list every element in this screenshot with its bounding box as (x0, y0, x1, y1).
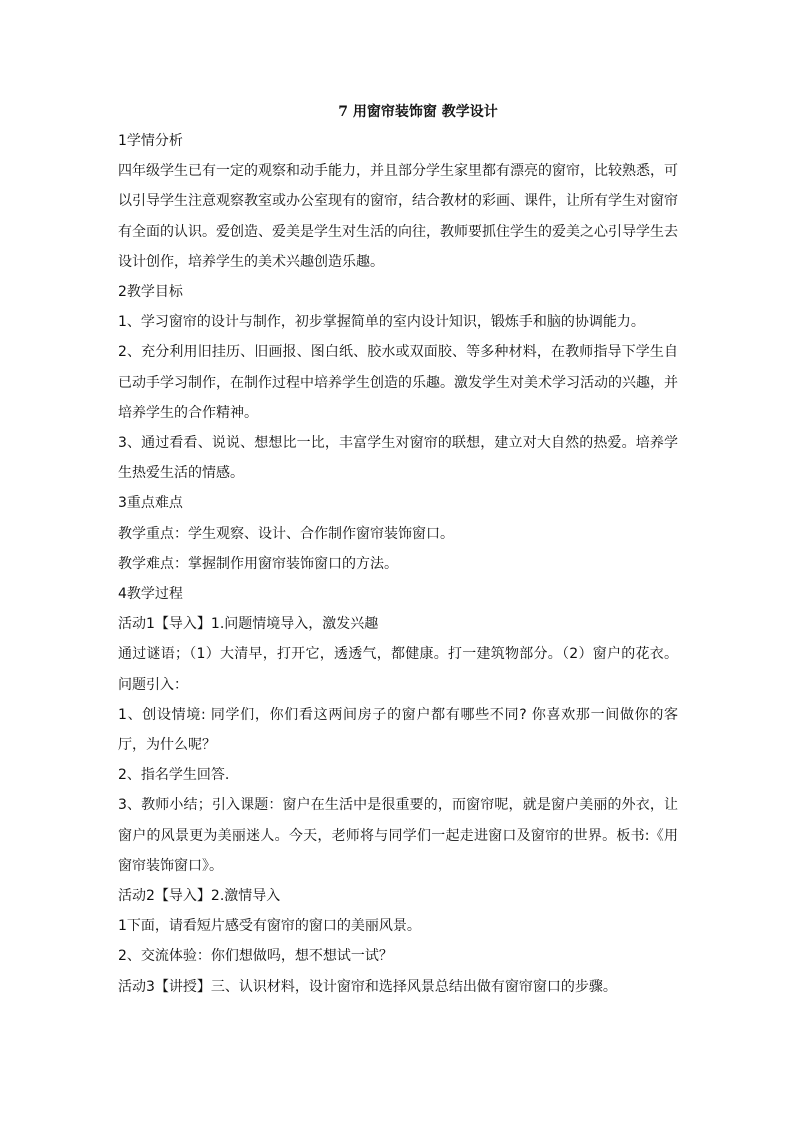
goal-item-3: 3、通过看看、说说、想想比一比，丰富学生对窗帘的联想，建立对大自然的热爱。培养学生热爱生活的情感。 (118, 435, 678, 482)
paragraph-analysis: 四年级学生已有一定的观察和动手能力，并且部分学生家里都有漂亮的窗帘，比较熟悉，可以引导学生注意观察教室或办公室现有的窗帘，结合教材的彩画、课件，让所有学生对窗帘有全面的认识。爱创造、爱美是学生对生活的向往，教师要抓住学生的爱美之心引导学生去设计创作，培养学生的美术兴趣创造乐趣。 (118, 163, 678, 270)
goal-item-2: 2、充分利用旧挂历、旧画报、图白纸、胶水或双面胶、等多种材料，在教师指导下学生自已动手学习制作，在制作过程中培养学生创造的乐趣。激发学生对美术学习活动的兴趣，并培养学生的合作精神。 (118, 344, 678, 421)
document-title: 7 用窗帘装饰窗 教学设计 (338, 104, 498, 120)
key-point: 教学重点：学生观察、设计、合作制作窗帘装饰窗口。 (118, 525, 454, 542)
activity-1-heading: 活动1【导入】1.问题情境导入，激发兴趣 (118, 616, 379, 633)
activity-1-step-2: 2、指名学生回答. (118, 767, 230, 784)
activity-3-heading: 活动3【讲授】三、认识材料，设计窗帘和选择风景总结出做有窗帘窗口的步骤。 (118, 978, 617, 995)
activity-1-riddle: 通过谜语；（1）大清早，打开它，透透气，都健康。打一建筑物部分。（2）窗户的花衣。问题引入： (118, 646, 678, 693)
section-heading-process: 4教学过程 (118, 586, 183, 603)
difficult-point: 教学难点：掌握制作用窗帘装饰窗口的方法。 (118, 555, 398, 572)
activity-1-step-1: 1、创设情境: 同学们，你们看这两间房子的窗户都有哪些不同? 你喜欢那一间做你的客厅，为什么呢？ (118, 706, 678, 754)
section-heading-key-points: 3重点难点 (118, 495, 183, 512)
section-heading-analysis: 1学情分析 (118, 133, 183, 149)
goal-item-1: 1、学习窗帘的设计与制作，初步掌握简单的室内设计知识，锻炼手和脑的协调能力。 (118, 314, 645, 331)
activity-2-step-2: 2、交流体验：你们想做吗，想不想试一试？ (118, 948, 393, 965)
activity-2-step-1: 1下面，请看短片感受有窗帘的窗口的美丽风景。 (118, 918, 421, 935)
activity-2-heading: 活动2【导入】2.激情导入 (118, 888, 281, 905)
document-page (118, 98, 678, 1002)
section-heading-goals: 2教学目标 (118, 284, 183, 301)
activity-1-step-3: 3、教师小结；引入课题：窗户在生活中是很重要的，而窗帘呢，就是窗户美丽的外衣，让窗户的风景更为美丽迷人。今天，老师将与同学们一起走进窗口及窗帘的世界。板书:《用窗帘装饰窗口》。 (118, 797, 678, 874)
